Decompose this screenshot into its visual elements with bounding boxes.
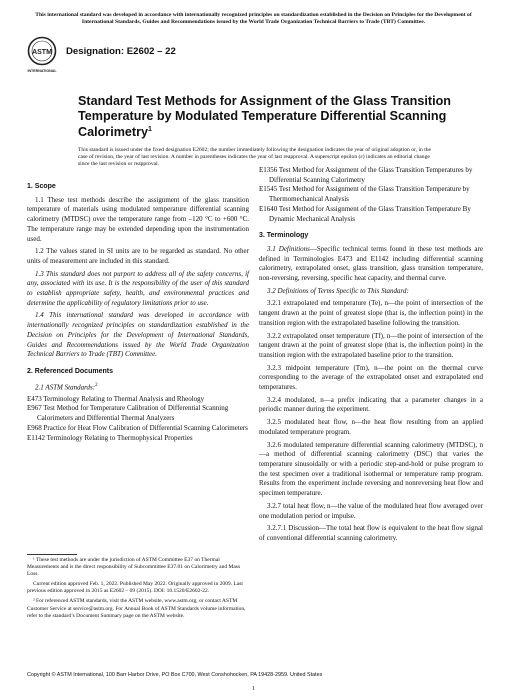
logo-text: ASTM [32,49,52,56]
scope-para-3: 1.3 This standard does not purport to address all of the safety concerns, if any, associated with its use. It is the responsibility of the user of this standard to establish appropriate safety, health, and environmental practices and determine the applicability of regulatory limitations prior to use. [27,269,249,307]
term-para-3-2-2: 3.2.2 extrapolated onset temperature (Tf), n—the point of intersection of the tangent drawn at the point of greatest slope (that is, the inflection point) in the transition region with the extrapolated baseline prior to the transition. [259,331,483,359]
refs-heading: 2. Referenced Documents [27,367,113,375]
designation: Designation: E2602 – 22 [66,46,176,57]
term-para-3-1: 3.1 Definitions—Specific technical terms found in these test methods are defined in Terminologies E473 and E1142 including differential scanning calorimetry, extrapolated onset, glass transition, glass transition temperature, non-reversing, reversing, specific heat capacity, and thermal curve. [259,244,483,283]
term-para-3-2-1: 3.2.1 extrapolated end temperature (Te), n—the point of intersection of the tangent drawn at the point of greatest slope (that is, the inflection point) in the transition region with the extrapolated baseline following the transition. [259,299,483,327]
issued-note: This standard is issued under the fixed designation E2602; the number immediately following the designation indicates the year of original adoption or, in the case of revision, the year of last revision. A number in parentheses indicates the year of last reapproval. A superscript epsilon (ε) indicates an editorial change since the last revision or reapproval. [78,147,432,168]
footnotes [27,557,249,623]
scope-para-4: 1.4 This international standard was developed in accordance with internationally recognized principles on standardization established in the Decision on Principles for the Development of International Standards, Guides and Recommendations issued by the World Trade Organization Technical Barriers to Trade (TBT) Committee. [27,311,249,359]
scope-heading: 1. Scope [27,183,56,190]
left-column [27,182,249,443]
ref-item: E967 Test Method for Temperature Calibration of Differential Scanning Calorimeters and Differential Thermal Analyzers [27,404,229,423]
footnote-2: ² For referenced ASTM standards, visit the ASTM website, www.astm.org, or contact ASTM Customer Service at service@astm.org. For Annual Book of ASTM Standards volume information, refer to the standard’s Document Summary page on the ASTM website. [27,598,246,619]
ref-item: E968 Practice for Heat Flow Calibration of Differential Scanning Calorimeters [27,423,248,432]
ref-item: E1545 Test Method for Assignment of the Glass Transition Temperature by Thermomechanical Analysis [259,185,470,204]
ref-item: E1356 Test Method for Assignment of the Glass Transition Temperatures by Differential Scanning Calorimetry [259,166,473,184]
ref-item: E1142 Terminology Relating to Thermophysical Properties [27,433,193,442]
footnote-1-edition: Current edition approved Feb. 1, 2022. Published May 2022. Originally approved in 2009. Last previous edition approved in 2015 as E2602 – 09 (2015). DOI: 10.1520/E2602-22. [27,581,243,595]
copyright-footer: Copyright © ASTM International, 100 Barr Harbor Drive, PO Box C700, West Conshohocken, PA 19428-2959. United States [27,672,323,678]
term-para-3-2: 3.2 Definitions of Terms Specific to This Standard: [267,286,409,295]
term-para-3-2-6: 3.2.6 modulated temperature differential scanning calorimetry (MTDSC), n—a method of differential scanning calorimetry (DSC) that varies the temperature sinusoidally or with a periodic step-and-hold or pulse program to the test specimen over a traditional isothermal or temperature ramp program. Results from the experiment include reversing and nonreversing heat flow and specimen temperature. [259,440,483,498]
footnote-1: ¹ These test methods are under the jurisdiction of ASTM Committee E37 on Thermal Measurements and is the direct responsibility of Subcommittee E37.01 on Calorimetry and Mass Loss. [27,557,241,578]
term-para-3-2-7: 3.2.7 total heat flow, n—the value of the modulated heat flow averaged over one modulation period or impulse. [259,501,483,520]
term-para-3-2-4: 3.2.4 modulated, n—a prefix indicating that a parameter changes in a periodic manner during the experiment. [259,395,483,414]
document-title [78,94,458,140]
term-para-3-2-5: 3.2.5 modulated heat flow, n—the heat flow resulting from an applied modulated temperature program. [259,418,483,436]
title-text: Standard Test Methods for Assignment of the Glass Transition Temperature by Modulated Temperature Differential Scanning Calorimetry [78,94,451,140]
page-number: 1 [252,686,255,692]
footnote-divider [27,554,77,555]
term-para-3-2-3: 3.2.3 midpoint temperature (Tm), n—the point on the thermal curve corresponding to the average of the extrapolated onset and extrapolated end temperatures. [259,363,483,392]
right-column [259,166,483,547]
ref-item: E1640 Test Method for Assignment of the Glass Transition Temperature By Dynamic Mechanical Analysis [259,204,471,223]
terminology-heading: 3. Terminology [259,232,309,240]
refs-subheading: 2.1 ASTM Standards:$^2$ [35,382,98,391]
title-footnote-mark: 1 [148,126,152,133]
astm-logo-icon [27,36,57,80]
scope-para-1: 1.1 These test methods describe the assignment of the glass transition temperature of materials using modulated temperature differential scanning calorimetry (MTDSC) over the temperature range from –120 °C to +600 °C. The temperature range may be extended depending upon the instrumentation used. [27,195,249,243]
term-para-3-2-7-1: 3.2.7.1 Discussion—The total heat flow is equivalent to the heat flow signal of conventional differential scanning calorimetry. [259,524,483,542]
logo-subtext: INTERNATIONAL [27,69,57,73]
scope-para-2: 1.2 The values stated in SI units are to be regarded as standard. No other units of measurement are included in this standard. [27,247,249,265]
ref-item: E473 Terminology Relating to Thermal Analysis and Rheology [27,394,205,403]
development-notice: This international standard was developed in accordance with internationally recognized principles on standardization established in the Decision on Principles for the Development of International Standards, Guides and Recommendations issued by the World Trade Organization Technical Barriers to Trade (TBT) Committee. [35,12,472,25]
